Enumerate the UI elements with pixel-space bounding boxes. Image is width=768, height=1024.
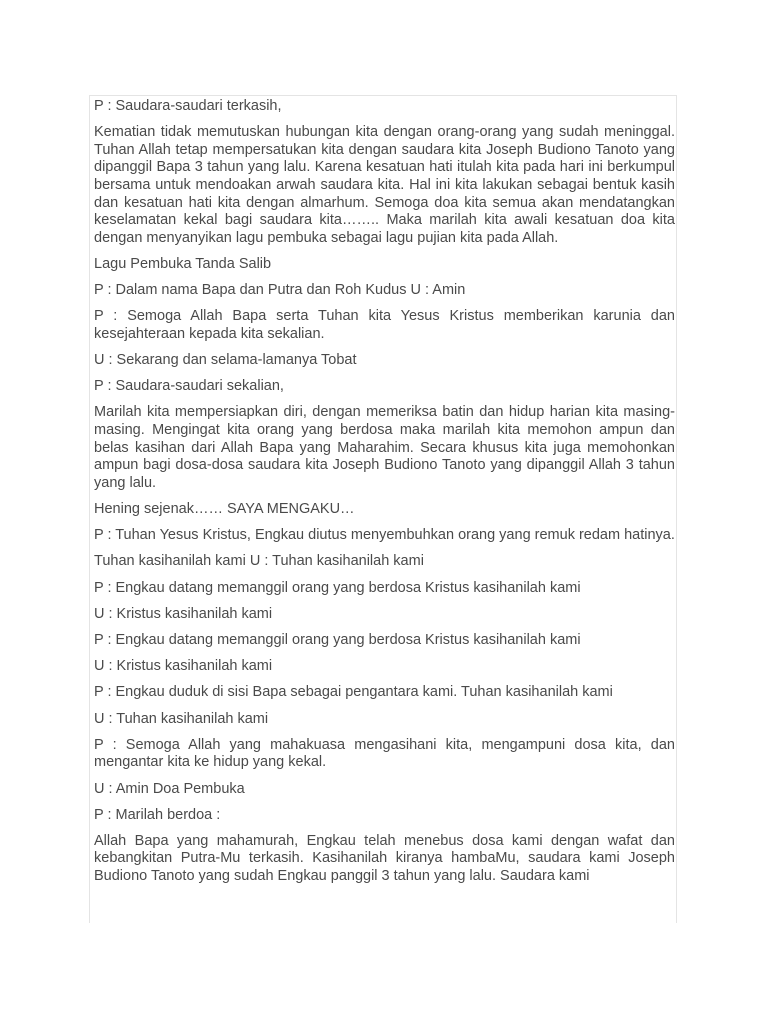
paragraph-greeting-blessing: P : Semoga Allah Bapa serta Tuhan kita Yesus Kristus memberikan karunia dan kesejahteraan kepada kita sekalian. [94,308,675,342]
document-page [89,95,677,923]
document-body [94,98,675,894]
paragraph-let-us-pray: P : Marilah berdoa : [94,806,221,823]
paragraph-greeting: P : Saudara-saudari terkasih, [94,98,282,114]
paragraph-introduction: Kematian tidak memutuskan hubungan kita dengan orang-orang yang sudah meninggal. Tuhan Allah tetap mempersatukan kita dengan saudara kita Joseph Budiono Tanoto yang dipanggil Bapa 3 tahun yang lalu. Karena kesatuan hati itulah kita pada hari ini berkumpul bersama untuk mendoakan arwah saudara kita. Hal ini kita lakukan sebagai bentuk kasih dan kesatuan hati kita dengan almarhum. Semoga doa kita semua akan mendatangkan keselamatan kekal bagi saudara kita…….. Maka marilah kita awali kesatuan doa kita dengan menyanyikan lagu pembuka sebagai lagu pujian kita pada Allah. [94,124,675,246]
paragraph-examination: Marilah kita mempersiapkan diri, dengan memeriksa batin dan hidup harian kita masing-masing. Mengingat kita orang yang berdosa maka marilah kita memohon ampun dan belas kasihan dari Allah Bapa yang Maharahim. Secara khusus kita juga memohonkan ampun bagi dosa-dosa saudara kita Joseph Budiono Tanoto yang dipanggil Allah 3 tahun yang lalu. [94,404,675,491]
paragraph-amen-opening-prayer: U : Amin Doa Pembuka [94,780,245,797]
paragraph-absolution: P : Semoga Allah yang mahakuasa mengasihani kita, mengampuni dosa kita, dan mengantar kita ke hidup yang kekal. [94,736,675,771]
paragraph-silence: Hening sejenak…… SAYA MENGAKU… [94,501,355,518]
paragraph-prayer-text: Allah Bapa yang mahamurah, Engkau telah menebus dosa kami dengan wafat dan kebangkitan Putra-Mu terkasih. Kasihanilah kiranya hambaMu, saudara kami Joseph Budiono Tanoto yang sudah Engkau panggil 3 tahun yang lalu. Saudara kami [94,832,675,885]
paragraph-kyrie-response-1: Tuhan kasihanilah kami U : Tuhan kasihanilah kami [94,553,424,570]
paragraph-christe-response-1: U : Kristus kasihanilah kami [94,605,273,622]
paragraph-christe-response-2: U : Kristus kasihanilah kami [94,658,273,675]
paragraph-sign-of-cross: P : Dalam nama Bapa dan Putra dan Roh Kudus U : Amin [94,282,466,299]
paragraph-kyrie-2: P : Engkau datang memanggil orang yang berdosa Kristus kasihanilah kami [94,579,581,596]
paragraph-kyrie-1: P : Tuhan Yesus Kristus, Engkau diutus menyembuhkan orang yang remuk redam hatinya. [94,527,675,544]
paragraph-kyrie-4: P : Engkau duduk di sisi Bapa sebagai pengantara kami. Tuhan kasihanilah kami [94,684,613,701]
paragraph-kyrie-response-2: U : Tuhan kasihanilah kami [94,710,269,727]
paragraph-response-repentance: U : Sekarang dan selama-lamanya Tobat [94,352,357,369]
paragraph-address: P : Saudara-saudari sekalian, [94,378,284,395]
paragraph-kyrie-3: P : Engkau datang memanggil orang yang berdosa Kristus kasihanilah kami [94,631,581,648]
paragraph-opening-song: Lagu Pembuka Tanda Salib [94,255,272,272]
